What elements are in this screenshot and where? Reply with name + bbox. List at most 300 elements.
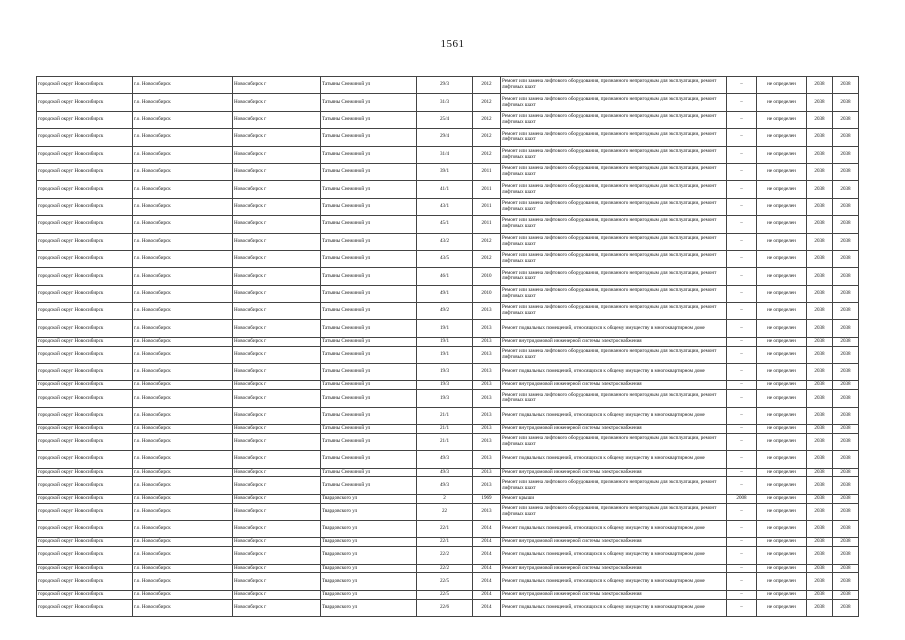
house-cell: 2 (417, 494, 473, 503)
year-built-cell: 2010 (473, 268, 501, 285)
house-cell: 21/1 (417, 425, 473, 434)
last-repair-year-cell: – (727, 337, 757, 346)
district-cell: городской округ Новосибирск (37, 538, 133, 547)
year-built-cell: 2013 (473, 320, 501, 337)
work-type-cell: Ремонт крыши (501, 494, 727, 503)
last-repair-year-cell: – (727, 407, 757, 424)
district-cell: городской округ Новосибирск (37, 129, 133, 146)
end-year-cell: 2038 (833, 590, 859, 599)
house-cell: 21/1 (417, 433, 473, 450)
end-year-cell: 2038 (833, 285, 859, 302)
street-cell: Татьяны Снежиной ул (321, 407, 417, 424)
district-cell: городской округ Новосибирск (37, 146, 133, 163)
locality-cell: Новосибирск г (233, 250, 321, 267)
district-cell: городской округ Новосибирск (37, 564, 133, 573)
table-row (37, 233, 859, 250)
district-cell: городской округ Новосибирск (37, 407, 133, 424)
house-cell: 49/3 (417, 451, 473, 468)
table-row (37, 250, 859, 267)
work-type-cell: Ремонт подвальных помещений, относящихся к общему имуществу в многоквартирном доме (501, 520, 727, 537)
start-year-cell: 2038 (807, 390, 833, 407)
work-type-cell: Ремонт внутридомовой инженерной системы электроснабжения (501, 468, 727, 477)
year-built-cell: 2014 (473, 538, 501, 547)
year-built-cell: 2014 (473, 520, 501, 537)
locality-cell: Новосибирск г (233, 381, 321, 390)
house-cell: 43/5 (417, 250, 473, 267)
house-cell: 19/3 (417, 390, 473, 407)
house-cell: 21/1 (417, 407, 473, 424)
street-cell: Татьяны Снежиной ул (321, 433, 417, 450)
work-type-cell: Ремонт подвальных помещений, относящихся к общему имуществу в многоквартирном доме (501, 364, 727, 381)
year-built-cell: 2012 (473, 111, 501, 128)
start-year-cell: 2038 (807, 564, 833, 573)
work-type-cell: Ремонт подвальных помещений, относящихся к общему имуществу в многоквартирном доме (501, 407, 727, 424)
end-year-cell: 2038 (833, 303, 859, 320)
table-row (37, 337, 859, 346)
street-cell: Твардовского ул (321, 590, 417, 599)
house-cell: 19/1 (417, 320, 473, 337)
settlement-cell: г.о. Новосибирск (133, 163, 233, 180)
work-type-cell: Ремонт или замена лифтового оборудования, признанного непригодным для эксплуатации, ремонт лифтовых шахт (501, 163, 727, 180)
start-year-cell: 2038 (807, 320, 833, 337)
status-cell: не определен (757, 520, 807, 537)
last-repair-year-cell: – (727, 381, 757, 390)
locality-cell: Новосибирск г (233, 320, 321, 337)
last-repair-year-cell: – (727, 163, 757, 180)
year-built-cell: 1969 (473, 494, 501, 503)
district-cell: городской округ Новосибирск (37, 599, 133, 616)
settlement-cell: г.о. Новосибирск (133, 590, 233, 599)
street-cell: Татьяны Снежиной ул (321, 451, 417, 468)
street-cell: Татьяны Снежиной ул (321, 233, 417, 250)
year-built-cell: 2012 (473, 250, 501, 267)
year-built-cell: 2011 (473, 163, 501, 180)
locality-cell: Новосибирск г (233, 477, 321, 494)
table-row (37, 320, 859, 337)
end-year-cell: 2038 (833, 233, 859, 250)
district-cell: городской округ Новосибирск (37, 250, 133, 267)
street-cell: Татьяны Снежиной ул (321, 146, 417, 163)
year-built-cell: 2013 (473, 433, 501, 450)
status-cell: не определен (757, 198, 807, 215)
street-cell: Татьяны Снежиной ул (321, 364, 417, 381)
table-row (37, 407, 859, 424)
street-cell: Татьяны Снежиной ул (321, 94, 417, 111)
work-type-cell: Ремонт или замена лифтового оборудования, признанного непригодным для эксплуатации, ремонт лифтовых шахт (501, 268, 727, 285)
settlement-cell: г.о. Новосибирск (133, 573, 233, 590)
street-cell: Татьяны Снежиной ул (321, 425, 417, 434)
locality-cell: Новосибирск г (233, 163, 321, 180)
status-cell: не определен (757, 381, 807, 390)
work-type-cell: Ремонт или замена лифтового оборудования, признанного непригодным для эксплуатации, ремонт лифтовых шахт (501, 477, 727, 494)
district-cell: городской округ Новосибирск (37, 94, 133, 111)
street-cell: Твардовского ул (321, 494, 417, 503)
settlement-cell: г.о. Новосибирск (133, 477, 233, 494)
last-repair-year-cell: – (727, 346, 757, 363)
district-cell: городской округ Новосибирск (37, 573, 133, 590)
status-cell: не определен (757, 547, 807, 564)
table-row (37, 494, 859, 503)
street-cell: Твардовского ул (321, 538, 417, 547)
street-cell: Татьяны Снежиной ул (321, 250, 417, 267)
status-cell: не определен (757, 181, 807, 198)
house-cell: 25/4 (417, 111, 473, 128)
work-type-cell: Ремонт или замена лифтового оборудования, признанного непригодным для эксплуатации, ремонт лифтовых шахт (501, 346, 727, 363)
locality-cell: Новосибирск г (233, 111, 321, 128)
year-built-cell: 2013 (473, 468, 501, 477)
year-built-cell: 2013 (473, 303, 501, 320)
start-year-cell: 2038 (807, 285, 833, 302)
table-row (37, 451, 859, 468)
district-cell: городской округ Новосибирск (37, 285, 133, 302)
status-cell: не определен (757, 433, 807, 450)
last-repair-year-cell: – (727, 451, 757, 468)
locality-cell: Новосибирск г (233, 268, 321, 285)
street-cell: Татьяны Снежиной ул (321, 268, 417, 285)
last-repair-year-cell: – (727, 233, 757, 250)
settlement-cell: г.о. Новосибирск (133, 216, 233, 233)
status-cell: не определен (757, 146, 807, 163)
settlement-cell: г.о. Новосибирск (133, 198, 233, 215)
last-repair-year-cell: – (727, 285, 757, 302)
year-built-cell: 2010 (473, 285, 501, 302)
start-year-cell: 2038 (807, 477, 833, 494)
status-cell: не определен (757, 163, 807, 180)
settlement-cell: г.о. Новосибирск (133, 303, 233, 320)
last-repair-year-cell: – (727, 250, 757, 267)
year-built-cell: 2012 (473, 129, 501, 146)
table-row (37, 590, 859, 599)
settlement-cell: г.о. Новосибирск (133, 425, 233, 434)
start-year-cell: 2038 (807, 590, 833, 599)
street-cell: Татьяны Снежиной ул (321, 198, 417, 215)
start-year-cell: 2038 (807, 451, 833, 468)
street-cell: Татьяны Снежиной ул (321, 381, 417, 390)
year-built-cell: 2013 (473, 451, 501, 468)
year-built-cell: 2014 (473, 573, 501, 590)
end-year-cell: 2038 (833, 337, 859, 346)
house-cell: 19/3 (417, 381, 473, 390)
last-repair-year-cell: – (727, 320, 757, 337)
work-type-cell: Ремонт подвальных помещений, относящихся к общему имуществу в многоквартирном доме (501, 320, 727, 337)
settlement-cell: г.о. Новосибирск (133, 547, 233, 564)
year-built-cell: 2013 (473, 337, 501, 346)
locality-cell: Новосибирск г (233, 494, 321, 503)
end-year-cell: 2038 (833, 468, 859, 477)
last-repair-year-cell: – (727, 433, 757, 450)
status-cell: не определен (757, 564, 807, 573)
locality-cell: Новосибирск г (233, 599, 321, 616)
status-cell: не определен (757, 573, 807, 590)
locality-cell: Новосибирск г (233, 573, 321, 590)
end-year-cell: 2038 (833, 268, 859, 285)
settlement-cell: г.о. Новосибирск (133, 364, 233, 381)
start-year-cell: 2038 (807, 364, 833, 381)
table-row (37, 425, 859, 434)
settlement-cell: г.о. Новосибирск (133, 181, 233, 198)
work-type-cell: Ремонт или замена лифтового оборудования, признанного непригодным для эксплуатации, ремонт лифтовых шахт (501, 433, 727, 450)
street-cell: Татьяны Снежиной ул (321, 346, 417, 363)
start-year-cell: 2038 (807, 233, 833, 250)
start-year-cell: 2038 (807, 573, 833, 590)
work-type-cell: Ремонт или замена лифтового оборудования, признанного непригодным для эксплуатации, ремонт лифтовых шахт (501, 216, 727, 233)
last-repair-year-cell: – (727, 547, 757, 564)
work-type-cell: Ремонт или замена лифтового оборудования, признанного непригодным для эксплуатации, ремонт лифтовых шахт (501, 285, 727, 302)
end-year-cell: 2038 (833, 538, 859, 547)
street-cell: Татьяны Снежиной ул (321, 77, 417, 94)
start-year-cell: 2038 (807, 538, 833, 547)
house-cell: 49/1 (417, 285, 473, 302)
street-cell: Татьяны Снежиной ул (321, 163, 417, 180)
house-cell: 43/2 (417, 233, 473, 250)
locality-cell: Новосибирск г (233, 425, 321, 434)
house-cell: 46/1 (417, 268, 473, 285)
start-year-cell: 2038 (807, 425, 833, 434)
status-cell: не определен (757, 94, 807, 111)
status-cell: не определен (757, 407, 807, 424)
street-cell: Татьяны Снежиной ул (321, 337, 417, 346)
year-built-cell: 2013 (473, 503, 501, 520)
start-year-cell: 2038 (807, 146, 833, 163)
status-cell: не определен (757, 320, 807, 337)
table-body (37, 77, 859, 617)
year-built-cell: 2014 (473, 547, 501, 564)
locality-cell: Новосибирск г (233, 564, 321, 573)
start-year-cell: 2038 (807, 94, 833, 111)
settlement-cell: г.о. Новосибирск (133, 346, 233, 363)
end-year-cell: 2038 (833, 346, 859, 363)
house-cell: 22/2 (417, 547, 473, 564)
end-year-cell: 2038 (833, 520, 859, 537)
last-repair-year-cell: – (727, 181, 757, 198)
start-year-cell: 2038 (807, 468, 833, 477)
work-type-cell: Ремонт подвальных помещений, относящихся к общему имуществу в многоквартирном доме (501, 599, 727, 616)
end-year-cell: 2038 (833, 407, 859, 424)
status-cell: не определен (757, 268, 807, 285)
end-year-cell: 2038 (833, 94, 859, 111)
table-row (37, 216, 859, 233)
status-cell: не определен (757, 337, 807, 346)
work-type-cell: Ремонт или замена лифтового оборудования, признанного непригодным для эксплуатации, ремонт лифтовых шахт (501, 181, 727, 198)
district-cell: городской округ Новосибирск (37, 425, 133, 434)
district-cell: городской округ Новосибирск (37, 494, 133, 503)
locality-cell: Новосибирск г (233, 364, 321, 381)
work-type-cell: Ремонт или замена лифтового оборудования, признанного непригодным для эксплуатации, ремонт лифтовых шахт (501, 390, 727, 407)
end-year-cell: 2038 (833, 503, 859, 520)
district-cell: городской округ Новосибирск (37, 181, 133, 198)
district-cell: городской округ Новосибирск (37, 346, 133, 363)
house-cell: 22 (417, 503, 473, 520)
table-row (37, 198, 859, 215)
work-type-cell: Ремонт или замена лифтового оборудования, признанного непригодным для эксплуатации, ремонт лифтовых шахт (501, 198, 727, 215)
last-repair-year-cell: – (727, 77, 757, 94)
table-row (37, 573, 859, 590)
end-year-cell: 2038 (833, 390, 859, 407)
locality-cell: Новосибирск г (233, 233, 321, 250)
year-built-cell: 2014 (473, 599, 501, 616)
district-cell: городской округ Новосибирск (37, 547, 133, 564)
end-year-cell: 2038 (833, 216, 859, 233)
end-year-cell: 2038 (833, 433, 859, 450)
district-cell: городской округ Новосибирск (37, 233, 133, 250)
street-cell: Твардовского ул (321, 573, 417, 590)
settlement-cell: г.о. Новосибирск (133, 538, 233, 547)
settlement-cell: г.о. Новосибирск (133, 599, 233, 616)
last-repair-year-cell: – (727, 590, 757, 599)
start-year-cell: 2038 (807, 111, 833, 128)
last-repair-year-cell: – (727, 94, 757, 111)
last-repair-year-cell: – (727, 268, 757, 285)
year-built-cell: 2014 (473, 564, 501, 573)
locality-cell: Новосибирск г (233, 146, 321, 163)
year-built-cell: 2013 (473, 477, 501, 494)
locality-cell: Новосибирск г (233, 390, 321, 407)
district-cell: городской округ Новосибирск (37, 77, 133, 94)
house-cell: 22/6 (417, 599, 473, 616)
work-type-cell: Ремонт внутридомовой инженерной системы электроснабжения (501, 590, 727, 599)
district-cell: городской округ Новосибирск (37, 451, 133, 468)
locality-cell: Новосибирск г (233, 590, 321, 599)
last-repair-year-cell: – (727, 573, 757, 590)
district-cell: городской округ Новосибирск (37, 390, 133, 407)
table-row (37, 163, 859, 180)
settlement-cell: г.о. Новосибирск (133, 503, 233, 520)
year-built-cell: 2013 (473, 390, 501, 407)
work-type-cell: Ремонт подвальных помещений, относящихся к общему имуществу в многоквартирном доме (501, 547, 727, 564)
end-year-cell: 2038 (833, 129, 859, 146)
street-cell: Твардовского ул (321, 520, 417, 537)
street-cell: Твардовского ул (321, 599, 417, 616)
house-cell: 22/2 (417, 564, 473, 573)
house-cell: 19/1 (417, 337, 473, 346)
district-cell: городской округ Новосибирск (37, 468, 133, 477)
status-cell: не определен (757, 233, 807, 250)
table-row (37, 364, 859, 381)
work-type-cell: Ремонт внутридомовой инженерной системы электроснабжения (501, 425, 727, 434)
locality-cell: Новосибирск г (233, 346, 321, 363)
work-type-cell: Ремонт или замена лифтового оборудования, признанного непригодным для эксплуатации, ремонт лифтовых шахт (501, 233, 727, 250)
year-built-cell: 2011 (473, 198, 501, 215)
start-year-cell: 2038 (807, 250, 833, 267)
end-year-cell: 2038 (833, 320, 859, 337)
table-row (37, 477, 859, 494)
street-cell: Твардовского ул (321, 547, 417, 564)
start-year-cell: 2038 (807, 433, 833, 450)
end-year-cell: 2038 (833, 146, 859, 163)
house-cell: 22/1 (417, 520, 473, 537)
work-type-cell: Ремонт или замена лифтового оборудования, признанного непригодным для эксплуатации, ремонт лифтовых шахт (501, 250, 727, 267)
house-cell: 31/3 (417, 94, 473, 111)
year-built-cell: 2012 (473, 146, 501, 163)
start-year-cell: 2038 (807, 346, 833, 363)
last-repair-year-cell: – (727, 503, 757, 520)
locality-cell: Новосибирск г (233, 303, 321, 320)
locality-cell: Новосибирск г (233, 468, 321, 477)
work-type-cell: Ремонт или замена лифтового оборудования, признанного непригодным для эксплуатации, ремонт лифтовых шахт (501, 77, 727, 94)
start-year-cell: 2038 (807, 381, 833, 390)
street-cell: Твардовского ул (321, 564, 417, 573)
street-cell: Татьяны Снежиной ул (321, 181, 417, 198)
start-year-cell: 2038 (807, 198, 833, 215)
work-type-cell: Ремонт внутридомовой инженерной системы электроснабжения (501, 381, 727, 390)
start-year-cell: 2038 (807, 337, 833, 346)
settlement-cell: г.о. Новосибирск (133, 146, 233, 163)
last-repair-year-cell: – (727, 425, 757, 434)
status-cell: не определен (757, 216, 807, 233)
district-cell: городской округ Новосибирск (37, 163, 133, 180)
end-year-cell: 2038 (833, 547, 859, 564)
house-cell: 49/2 (417, 303, 473, 320)
table-row (37, 547, 859, 564)
end-year-cell: 2038 (833, 599, 859, 616)
end-year-cell: 2038 (833, 250, 859, 267)
settlement-cell: г.о. Новосибирск (133, 285, 233, 302)
status-cell: не определен (757, 538, 807, 547)
status-cell: не определен (757, 346, 807, 363)
end-year-cell: 2038 (833, 364, 859, 381)
last-repair-year-cell: – (727, 477, 757, 494)
district-cell: городской округ Новосибирск (37, 477, 133, 494)
end-year-cell: 2038 (833, 564, 859, 573)
status-cell: не определен (757, 111, 807, 128)
work-type-cell: Ремонт внутридомовой инженерной системы электроснабжения (501, 538, 727, 547)
table-row (37, 346, 859, 363)
year-built-cell: 2012 (473, 77, 501, 94)
table-row (37, 381, 859, 390)
work-type-cell: Ремонт или замена лифтового оборудования, признанного непригодным для эксплуатации, ремонт лифтовых шахт (501, 503, 727, 520)
settlement-cell: г.о. Новосибирск (133, 451, 233, 468)
status-cell: не определен (757, 599, 807, 616)
work-type-cell: Ремонт подвальных помещений, относящихся к общему имуществу в многоквартирном доме (501, 573, 727, 590)
status-cell: не определен (757, 503, 807, 520)
last-repair-year-cell: – (727, 468, 757, 477)
table-row (37, 77, 859, 94)
locality-cell: Новосибирск г (233, 337, 321, 346)
end-year-cell: 2038 (833, 77, 859, 94)
end-year-cell: 2038 (833, 494, 859, 503)
table-row (37, 468, 859, 477)
start-year-cell: 2038 (807, 181, 833, 198)
district-cell: городской округ Новосибирск (37, 503, 133, 520)
settlement-cell: г.о. Новосибирск (133, 381, 233, 390)
district-cell: городской округ Новосибирск (37, 520, 133, 537)
start-year-cell: 2038 (807, 494, 833, 503)
street-cell: Татьяны Снежиной ул (321, 285, 417, 302)
start-year-cell: 2038 (807, 547, 833, 564)
status-cell: не определен (757, 285, 807, 302)
settlement-cell: г.о. Новосибирск (133, 94, 233, 111)
locality-cell: Новосибирск г (233, 181, 321, 198)
work-type-cell: Ремонт подвальных помещений, относящихся к общему имуществу в многоквартирном доме (501, 451, 727, 468)
house-cell: 22/5 (417, 573, 473, 590)
last-repair-year-cell: – (727, 146, 757, 163)
house-cell: 31/4 (417, 146, 473, 163)
house-cell: 29/4 (417, 129, 473, 146)
work-type-cell: Ремонт или замена лифтового оборудования, признанного непригодным для эксплуатации, ремонт лифтовых шахт (501, 111, 727, 128)
street-cell: Татьяны Снежиной ул (321, 390, 417, 407)
locality-cell: Новосибирск г (233, 77, 321, 94)
work-type-cell: Ремонт или замена лифтового оборудования, признанного непригодным для эксплуатации, ремонт лифтовых шахт (501, 129, 727, 146)
start-year-cell: 2038 (807, 407, 833, 424)
table-row (37, 503, 859, 520)
house-cell: 45/1 (417, 216, 473, 233)
status-cell: не определен (757, 303, 807, 320)
end-year-cell: 2038 (833, 477, 859, 494)
start-year-cell: 2038 (807, 520, 833, 537)
settlement-cell: г.о. Новосибирск (133, 250, 233, 267)
street-cell: Татьяны Снежиной ул (321, 129, 417, 146)
status-cell: не определен (757, 494, 807, 503)
